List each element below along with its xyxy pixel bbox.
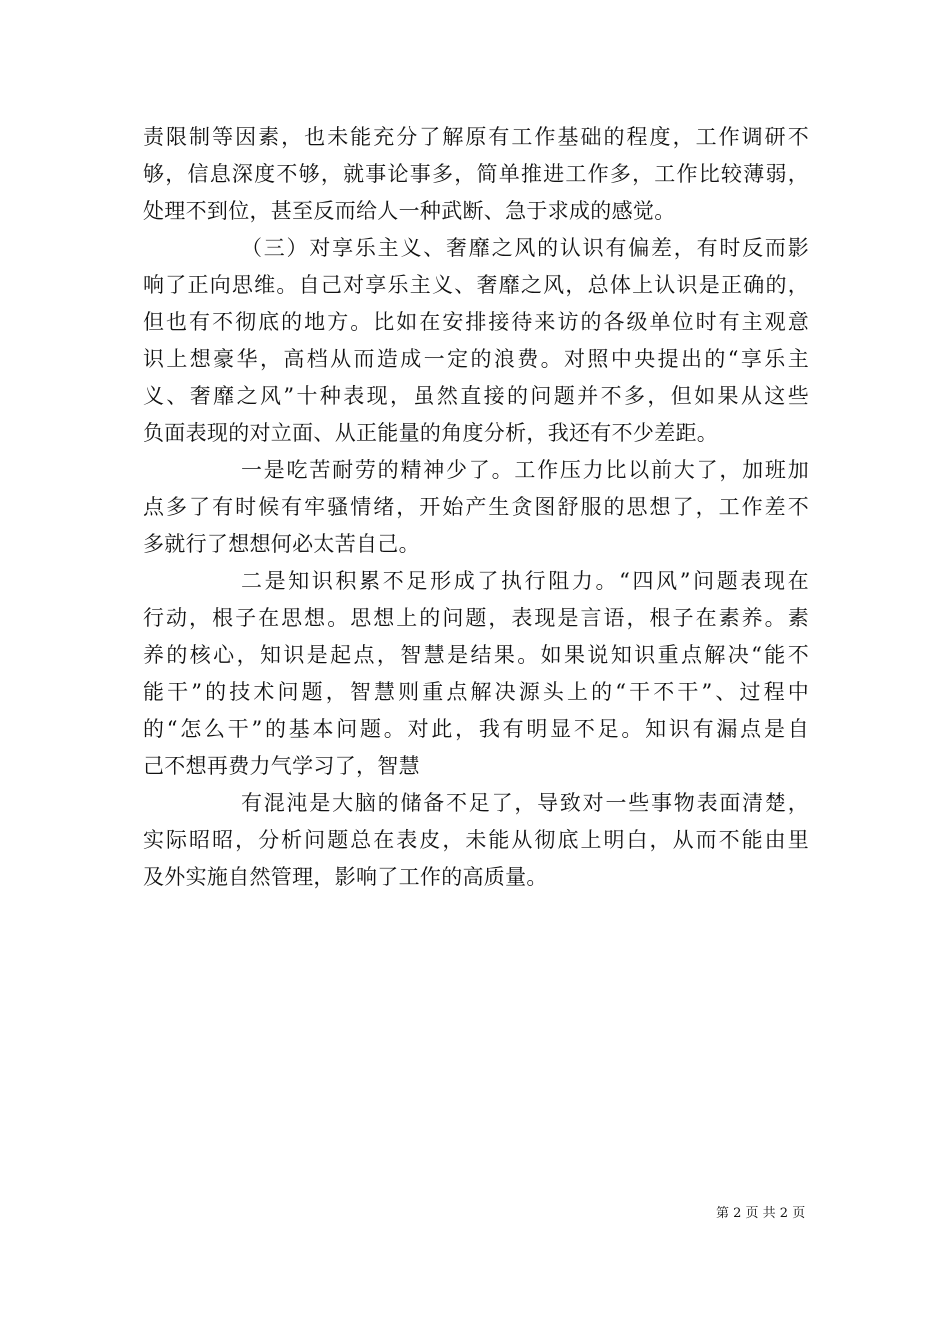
text-line: 够，信息深度不够，就事论事多，简单推进工作多，工作比较薄弱，	[143, 162, 809, 186]
text-line: 养的核心，知识是起点，智慧是结果。如果说知识重点解决“能不	[143, 643, 809, 667]
text-line: 识上想豪华，高档从而造成一定的浪费。对照中央提出的“享乐主	[143, 347, 809, 371]
paragraph-heading-line: （三）对享乐主义、奢靡之风的认识有偏差，有时反而影	[241, 236, 809, 260]
text-line: 但也有不彻底的地方。比如在安排接待来访的各级单位时有主观意	[143, 310, 809, 334]
text-line: 己不想再费力气学习了，智慧	[143, 754, 420, 778]
text-line: 实际昭昭，分析问题总在表皮，未能从彻底上明白，从而不能由里	[143, 828, 809, 852]
text-line: 能干”的技术问题，智慧则重点解决源头上的“干不干”、过程中	[143, 680, 809, 704]
paragraph-first-line: 二是知识积累不足形成了执行阻力。“四风”问题表现在	[241, 569, 809, 593]
text-line: 多就行了想想何必太苦自己。	[143, 532, 420, 556]
document-body	[143, 119, 809, 896]
paragraph-first-line: 一是吃苦耐劳的精神少了。工作压力比以前大了，加班加	[241, 458, 809, 482]
text-line: 义、奢靡之风”十种表现，虽然直接的问题并不多，但如果从这些	[143, 384, 809, 408]
text-line: 处理不到位，甚至反而给人一种武断、急于求成的感觉。	[143, 199, 676, 223]
text-line: 的“怎么干”的基本问题。对此，我有明显不足。知识有漏点是自	[143, 717, 809, 741]
paragraph-first-line: 有混沌是大脑的储备不足了，导致对一些事物表面清楚，	[241, 791, 809, 815]
text-line: 及外实施自然管理，影响了工作的高质量。	[143, 865, 548, 889]
text-line: 行动，根子在思想。思想上的问题，表现是言语，根子在素养。素	[143, 606, 809, 630]
text-line: 负面表现的对立面、从正能量的角度分析，我还有不少差距。	[143, 421, 719, 445]
text-line: 响了正向思维。自己对享乐主义、奢靡之风，总体上认识是正确的，	[143, 273, 809, 297]
page-number-footer: 第 2 页 共 2 页	[716, 1206, 806, 1221]
text-line: 责限制等因素，也未能充分了解原有工作基础的程度，工作调研不	[143, 125, 809, 149]
text-line: 点多了有时候有牢骚情绪，开始产生贪图舒服的思想了，工作差不	[143, 495, 809, 519]
